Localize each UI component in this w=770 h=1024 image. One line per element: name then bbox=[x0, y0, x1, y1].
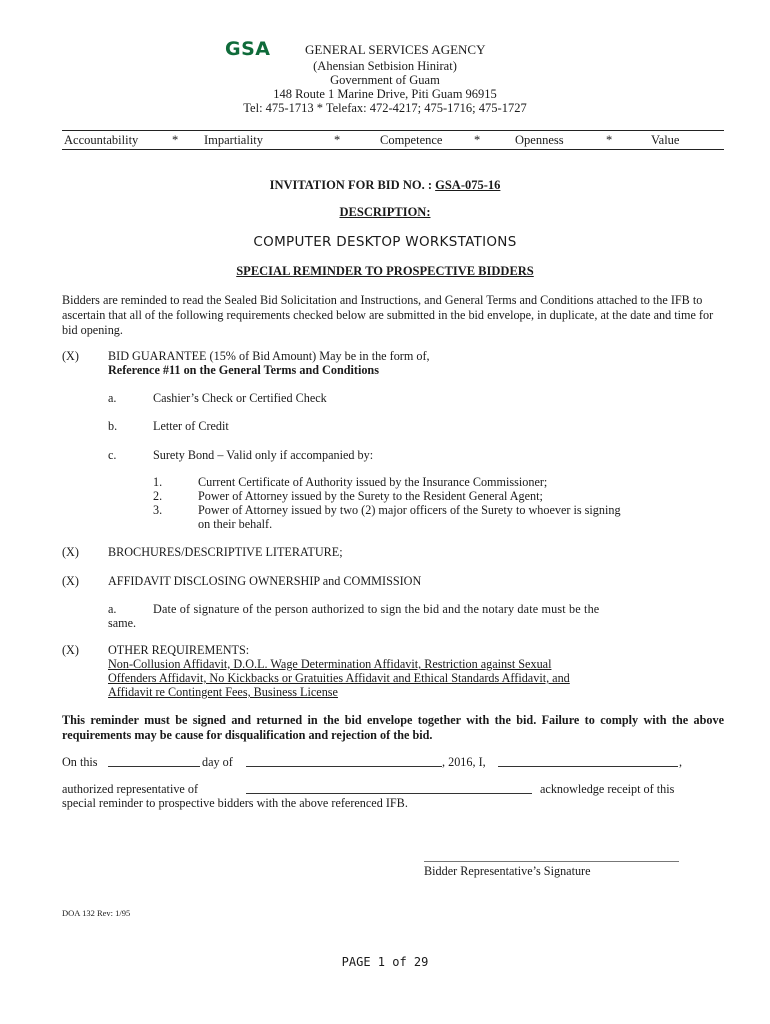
value-separator: * bbox=[334, 133, 341, 147]
bid-number: GSA-075-16 bbox=[435, 178, 501, 192]
other-requirements-mark: (X) bbox=[62, 643, 79, 657]
contact-line: Tel: 475-1713 * Telefax: 472-4217; 475-1716; 475-1727 bbox=[243, 101, 527, 115]
brochures-mark: (X) bbox=[62, 545, 79, 559]
invitation-label: INVITATION FOR BID NO. : bbox=[269, 178, 436, 192]
day-of-label: day of bbox=[202, 755, 233, 769]
option-letter: c. bbox=[108, 448, 117, 462]
sub-item-text-continued: on their behalf. bbox=[198, 517, 273, 531]
value-separator: * bbox=[606, 133, 613, 147]
name-blank[interactable] bbox=[498, 756, 678, 767]
other-requirements-line: Non-Collusion Affidavit, D.O.L. Wage Determination Affidavit, Restriction against Sexual bbox=[108, 657, 552, 671]
sub-item-number: 3. bbox=[153, 503, 163, 517]
option-letter: a. bbox=[108, 391, 117, 405]
page-number: PAGE 1 of 29 bbox=[341, 955, 429, 969]
on-this-label: On this bbox=[62, 755, 98, 769]
government-line: Government of Guam bbox=[330, 73, 440, 87]
warning-paragraph: This reminder must be signed and returned in the bid envelope together with the bid. Failure to comply with the above requirements may be cause for disqualification and rejection of the bid. bbox=[62, 713, 724, 742]
special-reminder-heading: SPECIAL REMINDER TO PROSPECTIVE BIDDERS bbox=[236, 264, 534, 278]
authorized-label: authorized representative of bbox=[62, 782, 199, 796]
option-text: Surety Bond – Valid only if accompanied by: bbox=[153, 448, 374, 462]
sub-item-text: Power of Attorney issued by the Surety to the Resident General Agent; bbox=[198, 489, 543, 503]
sub-item-number: 1. bbox=[153, 475, 163, 489]
affidavit-sub-text-continued: same. bbox=[108, 616, 137, 630]
value-separator: * bbox=[474, 133, 481, 147]
signature-line[interactable] bbox=[424, 861, 679, 862]
bid-guarantee-reference: Reference #11 on the General Terms and Conditions bbox=[108, 363, 379, 377]
address-line: 148 Route 1 Marine Drive, Piti Guam 96915 bbox=[273, 87, 497, 101]
invitation-heading bbox=[0, 178, 770, 193]
signature-label: Bidder Representative’s Signature bbox=[424, 864, 591, 878]
value-accountability: Accountability bbox=[64, 133, 139, 147]
bid-guarantee-mark: (X) bbox=[62, 349, 79, 363]
sub-item-text: Power of Attorney issued by two (2) major officers of the Surety to whoever is signing bbox=[198, 503, 621, 517]
other-requirements-line: Affidavit re Contingent Fees, Business License bbox=[108, 685, 338, 699]
day-blank[interactable] bbox=[108, 756, 200, 767]
acknowledge-label: acknowledge receipt of this bbox=[540, 782, 675, 796]
values-bar bbox=[62, 130, 724, 150]
value-impartiality: Impartiality bbox=[204, 133, 264, 147]
sub-item-text: Current Certificate of Authority issued by the Insurance Commissioner; bbox=[198, 475, 548, 489]
intro-paragraph: Bidders are reminded to read the Sealed Bid Solicitation and Instructions, and General Terms and Conditions attached to the IFB to ascertain that all of the following requirements checked below are submitted in the bid envelope, in duplicate, at the date and time for bid opening. bbox=[62, 293, 714, 337]
other-requirements-heading: OTHER REQUIREMENTS: bbox=[108, 643, 250, 657]
value-openness: Openness bbox=[515, 133, 564, 147]
bid-guarantee-text: BID GUARANTEE (15% of Bid Amount) May be in the form of, bbox=[108, 349, 430, 363]
gsa-logo: GSA bbox=[225, 38, 271, 60]
option-letter: b. bbox=[108, 419, 118, 433]
affidavit-mark: (X) bbox=[62, 574, 79, 588]
option-text: Letter of Credit bbox=[153, 419, 229, 433]
description-text: COMPUTER DESKTOP WORKSTATIONS bbox=[253, 234, 517, 250]
form-code: DOA 132 Rev: 1/95 bbox=[62, 908, 131, 918]
description-heading: DESCRIPTION: bbox=[339, 205, 431, 219]
value-competence: Competence bbox=[380, 133, 443, 147]
month-blank[interactable] bbox=[246, 756, 442, 767]
agency-name: GENERAL SERVICES AGENCY bbox=[305, 42, 486, 57]
affidavit-text: AFFIDAVIT DISCLOSING OWNERSHIP and COMMISSION bbox=[108, 574, 422, 588]
other-requirements-line: Offenders Affidavit, No Kickbacks or Gratuities Affidavit and Ethical Standards Affidavit, and bbox=[108, 671, 570, 685]
company-blank[interactable] bbox=[246, 783, 532, 794]
agency-chamorro-name: (Ahensian Setbision Hinirat) bbox=[313, 59, 457, 73]
comma: , bbox=[679, 755, 683, 769]
brochures-text: BROCHURES/DESCRIPTIVE LITERATURE; bbox=[108, 545, 343, 559]
value-separator: * bbox=[172, 133, 179, 147]
value-value: Value bbox=[651, 133, 680, 147]
year-label: , 2016, I, bbox=[442, 755, 486, 769]
sub-item-number: 2. bbox=[153, 489, 163, 503]
affidavit-sub-text: Date of signature of the person authorized to sign the bid and the notary date must be the bbox=[153, 602, 600, 616]
option-text: Cashier’s Check or Certified Check bbox=[153, 391, 327, 405]
acknowledgement-line-2: special reminder to prospective bidders with the above referenced IFB. bbox=[62, 796, 408, 810]
affidavit-sub-letter: a. bbox=[108, 602, 117, 616]
